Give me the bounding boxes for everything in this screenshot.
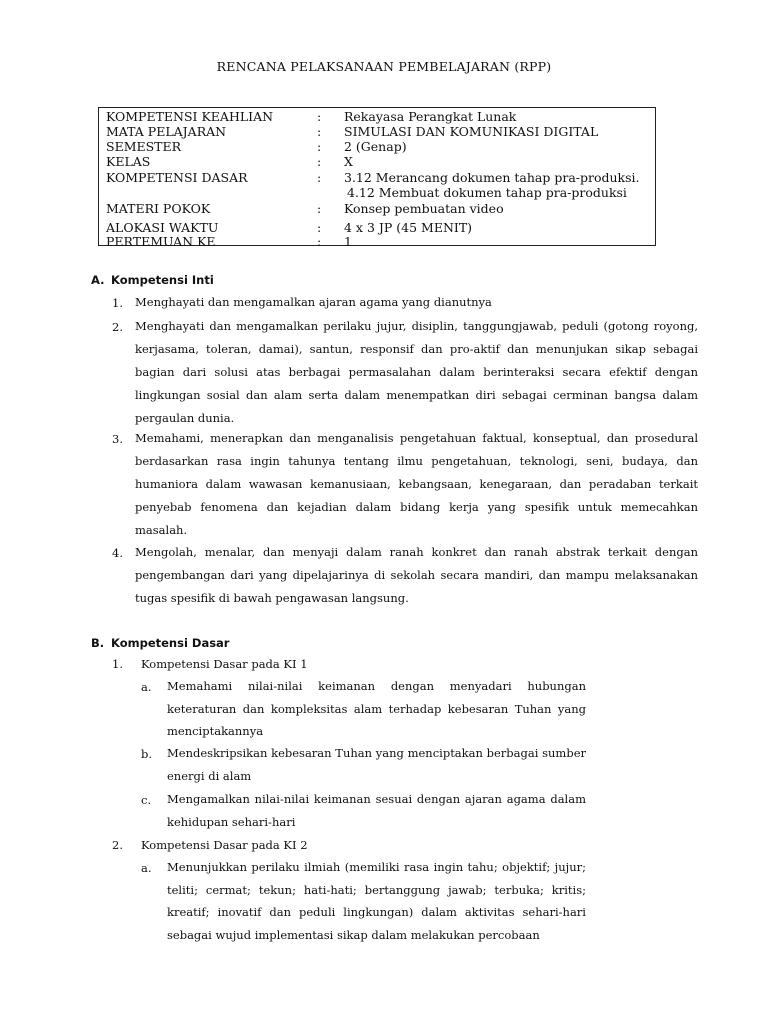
kd-item-letter: a. <box>141 861 152 875</box>
info-row <box>99 124 657 139</box>
kd-group-number: 2. <box>112 838 123 852</box>
info-value-secondary: 4.12 Membuat dokumen tahap pra-produksi <box>347 185 627 200</box>
info-label: KELAS <box>106 154 151 169</box>
ki-text: Menghayati dan mengamalkan perilaku jujur, disiplin, tanggungjawab, peduli (gotong royong, kerjasama, toleran, damai), santun, responsif dan pro-aktif dan menunjukan sikap sebagai bagian dari solusi atas berbagai permasalahan dalam berinteraksi secara efektif dengan lingkungan sosial dan alam serta dalam menempatkan diri sebagai cerminan bangsa dalam pergaulan dunia. <box>135 319 698 425</box>
kd-group-title: Kompetensi Dasar pada KI 1 <box>141 657 308 671</box>
info-value: 2 (Genap) <box>344 139 407 154</box>
info-label: KOMPETENSI DASAR <box>106 170 248 185</box>
info-label: ALOKASI WAKTU <box>106 220 219 235</box>
info-colon: : <box>317 220 322 235</box>
info-colon: : <box>317 170 322 185</box>
info-row <box>99 139 657 154</box>
info-value: 4 x 3 JP (45 MENIT) <box>344 220 473 235</box>
ki-text: Menghayati dan mengamalkan ajaran agama yang dianutnya <box>135 295 492 309</box>
info-value: Rekayasa Perangkat Lunak <box>344 109 517 124</box>
info-label: PERTEMUAN KE <box>106 234 216 249</box>
info-row <box>99 109 657 124</box>
kd-item-text: Mendeskripsikan kebesaran Tuhan yang menciptakan berbagai sumber energi di alam <box>167 746 586 783</box>
section-a-heading: Kompetensi Inti <box>111 273 214 287</box>
info-value: Konsep pembuatan video <box>344 201 504 216</box>
kd-group-title: Kompetensi Dasar pada KI 2 <box>141 838 308 852</box>
ki-number: 4. <box>112 546 123 560</box>
info-row <box>99 170 657 185</box>
kd-item-letter: b. <box>141 747 153 761</box>
info-row <box>99 234 657 249</box>
info-colon: : <box>317 124 322 139</box>
info-value: 1 <box>344 234 352 249</box>
info-value: SIMULASI DAN KOMUNIKASI DIGITAL <box>344 124 599 139</box>
info-label: SEMESTER <box>106 139 182 154</box>
ki-text: Mengolah, menalar, dan menyaji dalam ranah konkret dan ranah abstrak terkait dengan pengembangan dari yang dipelajarinya di sekolah secara mandiri, dan mampu melaksanakan tugas spesifik di bawah pengawasan langsung. <box>135 545 698 605</box>
info-colon: : <box>317 154 322 169</box>
ki-number: 1. <box>112 296 123 310</box>
info-row <box>99 220 657 235</box>
info-value: X <box>344 154 353 169</box>
kd-item-text: Memahami nilai-nilai keimanan dengan menyadari hubungan keteraturan dan kompleksitas alam terhadap kebesaran Tuhan yang menciptakannya <box>167 679 586 738</box>
info-row-continuation <box>99 185 657 200</box>
kd-item-text: Menunjukkan perilaku ilmiah (memiliki rasa ingin tahu; objektif; jujur; teliti; cermat; tekun; hati-hati; bertanggung jawab; terbuka; kritis; kreatif; inovatif dan peduli lingkungan) dalam aktivitas sehari-hari sebagai wujud implementasi sikap dalam melakukan percobaan <box>167 860 586 942</box>
info-colon: : <box>317 201 322 216</box>
info-row <box>99 201 657 216</box>
document-title: RENCANA PELAKSANAAN PEMBELAJARAN (RPP) <box>216 59 552 74</box>
info-colon: : <box>317 139 322 154</box>
ki-number: 3. <box>112 432 123 446</box>
info-colon: : <box>317 234 322 249</box>
ki-text: Memahami, menerapkan dan menganalisis pengetahuan faktual, konseptual, dan prosedural berdasarkan rasa ingin tahunya tentang ilmu pengetahuan, teknologi, seni, budaya, dan humaniora dalam wawasan kemanusiaan, kebangsaan, kenegaraan, dan peradaban terkait penyebab fenomena dan kejadian dalam bidang kerja yang spesifik untuk memecahkan masalah. <box>135 431 698 537</box>
info-row <box>99 154 657 169</box>
info-label: KOMPETENSI KEAHLIAN <box>106 109 274 124</box>
kd-group-number: 1. <box>112 657 123 671</box>
ki-number: 2. <box>112 320 123 334</box>
info-label: MATA PELAJARAN <box>106 124 227 139</box>
section-b-heading: Kompetensi Dasar <box>111 636 230 650</box>
info-label: MATERI POKOK <box>106 201 211 216</box>
info-table <box>98 107 656 249</box>
kd-item-text: Mengamalkan nilai-nilai keimanan sesuai dengan ajaran agama dalam kehidupan sehari-hari <box>167 792 586 829</box>
section-b-marker: B. <box>91 636 105 650</box>
kd-item-letter: c. <box>141 793 152 807</box>
kd-item-letter: a. <box>141 680 152 694</box>
info-value: 3.12 Merancang dokumen tahap pra-produksi. <box>344 170 640 185</box>
section-a-marker: A. <box>91 273 105 287</box>
info-colon: : <box>317 109 322 124</box>
